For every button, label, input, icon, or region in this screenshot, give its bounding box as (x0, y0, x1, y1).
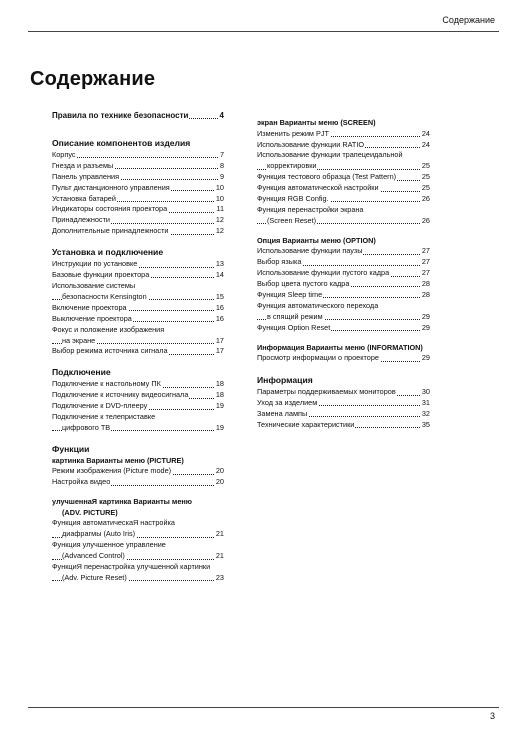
section-title-components: Описание компонентов изделия (52, 137, 191, 148)
toc-entry[interactable]: Дополнительные принадлежности 12 (52, 226, 224, 236)
toc-entry[interactable]: Подключение к источнику видеосигнала 18 (52, 390, 224, 400)
toc-entry-line: Использование системы (52, 280, 136, 290)
section-title-installation: Установка и подключение (52, 247, 164, 258)
toc-entry[interactable]: (Screen Reset) 26 (257, 216, 430, 227)
toc-entry[interactable]: Параметры поддерживаемых мониторов 30 (257, 387, 430, 397)
toc-entry[interactable]: Выбор цвета пустого кадра 28 (257, 279, 430, 289)
header-rule (28, 31, 499, 32)
toc-entry[interactable]: Установка батарей 10 (52, 193, 224, 203)
toc-entry[interactable]: Настройка видео 20 (52, 477, 224, 487)
page-title: Содержание (30, 68, 156, 90)
toc-entry[interactable]: Принадлежности 12 (52, 215, 224, 225)
toc-entry[interactable]: Функция тестового образца (Test Pattern) 25 (257, 172, 430, 182)
toc-entry[interactable]: Базовые функции проектора 14 (52, 270, 224, 280)
toc-entry[interactable]: (Advanced Control) 21 (52, 551, 224, 562)
toc-entry[interactable]: Выключение проектора 16 (52, 313, 224, 323)
toc-entry[interactable]: Функция Option Reset 29 (257, 322, 430, 332)
toc-entry[interactable]: в спящий режим 29 (257, 312, 430, 323)
toc-entry[interactable]: Изменить режим PJT 24 (257, 128, 430, 138)
section-title-connection: Подключение (52, 367, 111, 378)
toc-entry[interactable]: корректировки 25 (257, 161, 430, 172)
toc-entry[interactable]: на экране 17 (52, 336, 224, 347)
toc-entry[interactable]: Инструкции по установке 13 (52, 259, 224, 269)
toc-entry[interactable]: Функция автоматической настройки 25 (257, 183, 430, 193)
footer-rule (28, 707, 499, 708)
toc-entry-line: Функция улучшенное управление (52, 540, 166, 550)
toc-entry[interactable]: Замена лампы 32 (257, 408, 430, 418)
toc-entry[interactable]: Включение проектора 16 (52, 302, 224, 312)
toc-entry[interactable]: цифрового ТВ 19 (52, 423, 224, 434)
toc-entry[interactable]: Технические характеристики 35 (257, 419, 430, 429)
toc-entry[interactable]: Уход за изделием 31 (257, 398, 430, 407)
running-header: Содержание (442, 15, 495, 25)
toc-entry[interactable]: (Adv. Picture Reset) 23 (52, 573, 224, 584)
toc-entry[interactable]: Просмотр информации о проекторе 29 (257, 353, 430, 363)
subsection-title-option: Опция Варианты меню (OPTION) (257, 235, 376, 245)
toc-entry[interactable]: Панель управления 9 (52, 171, 224, 181)
toc-entry-safety[interactable]: Правила по технике безопасности 4 (52, 111, 224, 120)
section-title-functions: Функции (52, 443, 90, 454)
toc-entry[interactable]: Подключение к настольному ПК 18 (52, 379, 224, 389)
subsection-title-information-menu: Информация Варианты меню (INFORMATION) (257, 342, 423, 352)
toc-entry[interactable]: Использование функции паузы 27 (257, 246, 430, 256)
toc-entry[interactable]: Функция RGB Config. 26 (257, 194, 430, 204)
toc-entry-line: Функция автоматического перехода (257, 300, 379, 310)
toc-entry[interactable]: Индикаторы состояния проектора 11 (52, 204, 224, 214)
toc-entry-line: Функция автоматическаЯ настройка (52, 518, 175, 528)
toc-entry[interactable]: Функция Sleep time 28 (257, 289, 430, 299)
toc-entry[interactable]: Использование функции RATIO 24 (257, 139, 430, 149)
subsection-title-screen: экран Варианты меню (SCREEN) (257, 118, 376, 127)
toc-entry[interactable]: Подключение к DVD-плееру 19 (52, 401, 224, 411)
toc-entry-line: Использование функции трапецеидальной (257, 150, 403, 160)
toc-entry[interactable]: Гнезда и разъемы 8 (52, 160, 224, 170)
subsection-title-picture: картинка Варианты меню (PICTURE) (52, 455, 184, 465)
toc-entry-line: Функция перенастройки экрана (257, 204, 364, 214)
section-title-information: Информация (257, 375, 313, 386)
toc-entry[interactable]: Корпус 7 (52, 149, 224, 159)
subsection-title-adv-picture: улучшеннаЯ картинка Варианты меню (ADV. PICTURE) (52, 497, 193, 517)
toc-left-column (52, 111, 224, 584)
toc-entry[interactable]: Пульт дистанционного управления 10 (52, 182, 224, 192)
toc-entry-line: Фокус и положение изображения (52, 324, 165, 334)
toc-entry-line: ФункциЯ перенастройка улучшенной картинки (52, 562, 211, 572)
toc-entry[interactable]: диафрагмы (Auto Iris) 21 (52, 529, 224, 540)
toc-entry[interactable]: Выбор режима источника сигнала 17 (52, 346, 224, 356)
toc-entry[interactable]: безопасности Kensington 15 (52, 292, 224, 303)
page-number: 3 (489, 711, 495, 721)
toc-entry[interactable]: Режим изображения (Picture mode) 20 (52, 466, 224, 476)
toc-entry-line: Подключение к телеприставке (52, 412, 156, 422)
toc-entry[interactable]: Использование функции пустого кадра 27 (257, 268, 430, 278)
toc-entry[interactable]: Выбор языка 27 (257, 257, 430, 267)
toc-right-column (257, 118, 430, 431)
